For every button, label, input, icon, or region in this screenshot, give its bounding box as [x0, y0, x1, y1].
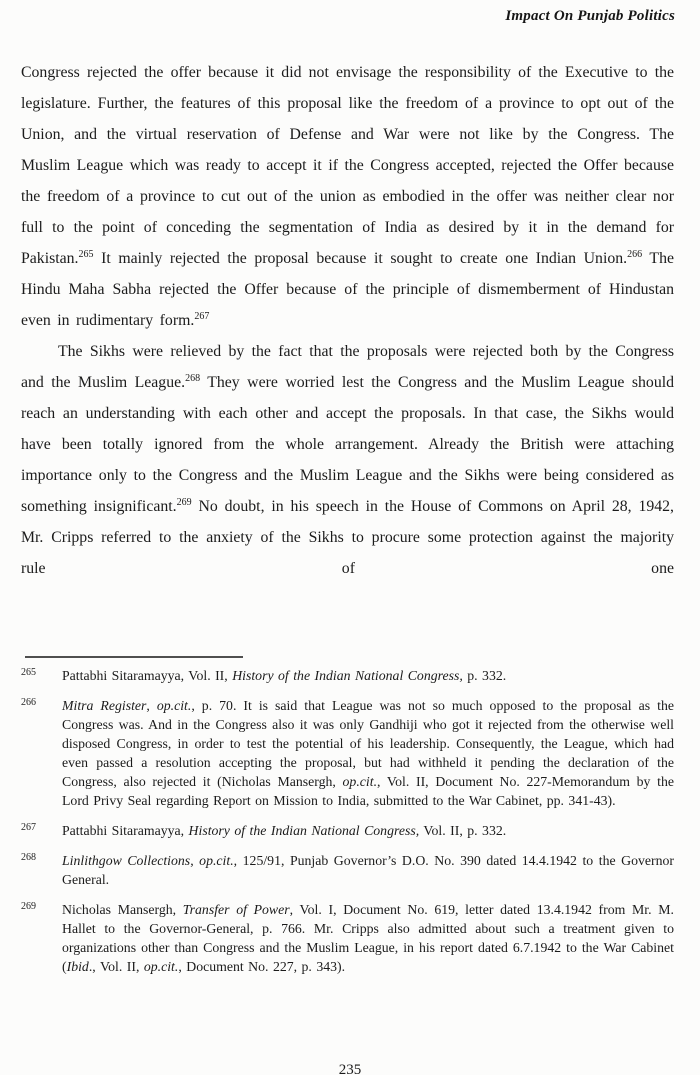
footnote-separator	[25, 656, 243, 658]
footnote-ref-269: 269	[176, 497, 192, 508]
footnote-text-segment-italic: Mitra Register	[62, 698, 147, 713]
footnote-number: 266	[21, 697, 36, 708]
footnote-ref-267: 267	[194, 311, 210, 322]
page-number: 235	[338, 1062, 362, 1075]
footnote-text-segment: Vol. II, p. 332.	[419, 823, 507, 838]
footnote-ref-268: 268	[185, 373, 201, 384]
footnote-text-segment: , Document No. 227, p. 343).	[178, 959, 346, 974]
running-header: Impact On Punjab Politics	[505, 8, 675, 24]
footnote-text	[62, 851, 674, 889]
footnote-text-segment: ,	[190, 853, 200, 868]
footnote-number: 268	[21, 852, 36, 863]
footnote-ref-266: 266	[627, 249, 643, 260]
footnote-text-segment-italic: History of the Indian National Congress,	[188, 823, 420, 838]
footnote-text-segment-italic: Ibid	[66, 959, 89, 974]
body-text-segment: Congress rejected the offer because it did not envisage the responsibility of the Executive to the legislature. Further, the features of this proposal like the freedom of a province to opt out of the Union, and the virtual reservation of Defense and War were not like by the Congress. The Muslim League which was ready to accept it if the Congress accepted, rejected the Offer because the freedom of a province to cut out of the union as embodied in the offer was neither clear nor full to the point of conceding the segmentation of India as desired by it in the demand for Pakistan.	[21, 64, 674, 267]
footnote-265	[21, 666, 674, 685]
footnote-text-segment-italic: op.cit.	[156, 698, 192, 713]
footnote-text-segment: Nicholas Mansergh,	[62, 902, 183, 917]
footnote-text-segment: , 125/91, Punjab Governor’s D.O. No. 390 dated 14.4.1942 to the Governor General.	[62, 853, 674, 887]
body-text-segment: It mainly rejected the proposal because it sought to create one Indian Union.	[93, 250, 628, 267]
footnote-text-segment-italic: Linlithgow Collections	[62, 853, 191, 868]
footnote-number: 267	[21, 822, 36, 833]
footnote-266	[21, 696, 674, 810]
footnote-text-segment: , p. 70. It is said that League was not so much opposed to the proposal as the Congress was. And in the Congress also it was only Gandhiji who got it rejected from the otherwise well disposed Congress, in order to test the potential of his leadership. Consequently, the League, which had even passed a resolution accepting the proposal, but had withheld it pending the declaration of the Congress, also rejected it (Nicholas Mansergh,	[62, 698, 674, 789]
footnote-text-segment: , Vol. I, Document No. 619, letter dated 13.4.1942 from Mr. M. Hallet to the Governor-General, p. 766. Mr. Cripps also admitted about such a treatment given to organizations other than Congress and the Muslim League, in his report dated 6.7.1942 to the War Cabinet (	[62, 902, 674, 974]
footnote-number: 265	[21, 667, 36, 678]
footnote-text	[62, 900, 674, 976]
footnote-text-segment: ,	[146, 698, 157, 713]
body-text-segment: No doubt, in his speech in the House of Commons on April 28, 1942, Mr. Cripps referred to the anxiety of the Sikhs to procure some protection against the majority rule of one	[21, 498, 674, 577]
body-text-segment: The Hindu Maha Sabha rejected the Offer because of the principle of dismemberment of Hindustan even in rudimentary form.	[21, 250, 674, 329]
footnote-text-segment-italic: Transfer of Power	[182, 902, 290, 917]
footnotes-section	[21, 666, 674, 987]
paragraph-2	[21, 336, 674, 584]
footnote-number: 269	[21, 901, 36, 912]
body-text-segment: They were worried lest the Congress and the Muslim League should reach an understanding with each other and accept the proposals. In that case, the Sikhs would have been totally ignored from the whole arrangement. Already the British were attaching importance only to the Congress and the Muslim League and the Sikhs were being considered as something insignificant.	[21, 374, 675, 515]
footnote-text-segment-italic: op.cit.	[143, 959, 179, 974]
footnote-text	[62, 666, 674, 685]
footnote-268	[21, 851, 674, 889]
footnote-267	[21, 821, 674, 840]
paragraph-1	[21, 57, 674, 336]
footnote-text-segment: ., Vol. II,	[88, 959, 144, 974]
footnote-ref-265: 265	[78, 249, 94, 260]
body-text	[21, 57, 674, 584]
footnote-text-segment-italic: op.cit.	[342, 774, 378, 789]
footnote-269	[21, 900, 674, 976]
body-text-segment: The Sikhs were relieved by the fact that the proposals were rejected both by the Congress and the Muslim League.	[21, 343, 674, 391]
footnote-text-segment: Pattabhi Sitaramayya,	[62, 823, 189, 838]
footnote-text-segment: p. 332.	[462, 668, 507, 683]
footnote-text-segment-italic: History of the Indian National Congress,	[232, 668, 463, 683]
footnote-text-segment-italic: op.cit.	[199, 853, 234, 868]
footnote-text-segment: , Vol. II, Document No. 227-Memorandum by the Lord Privy Seal regarding Report on Mission to India, submitted to the War Cabinet, pp. 341-43).	[62, 774, 674, 808]
footnote-text-segment: Pattabhi Sitaramayya, Vol. II,	[62, 668, 233, 683]
footnote-text	[62, 696, 674, 810]
footnote-text	[62, 821, 674, 840]
